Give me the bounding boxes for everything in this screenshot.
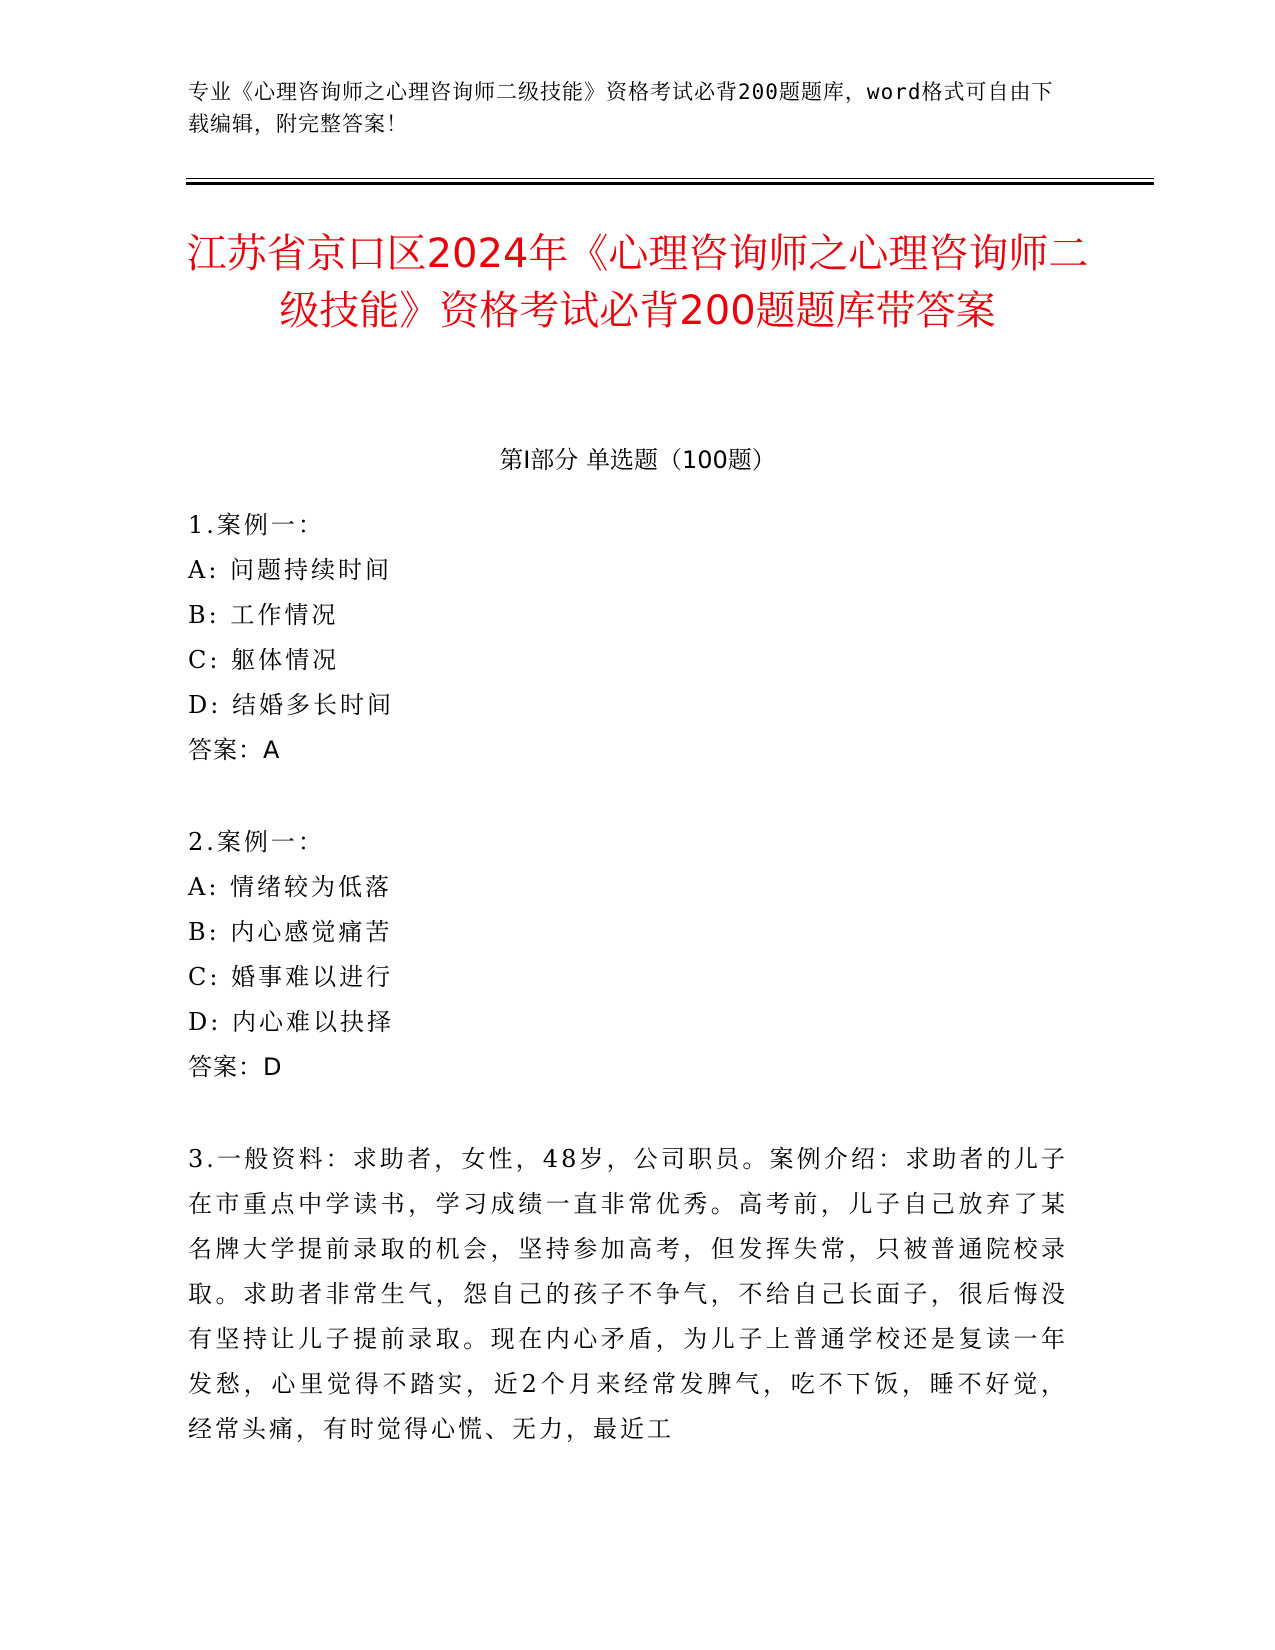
question-2 — [188, 820, 1068, 1090]
document-title: 江苏省京口区2024年《心理咨询师之心理咨询师二级技能》资格考试必背200题题库带答案 — [186, 231, 1089, 334]
option-b: B: 工作情况 — [188, 601, 339, 629]
question-1 — [188, 503, 1068, 773]
question-stem: 2.案例一： — [188, 828, 325, 856]
question-stem: 3.一般资料：求助者，女性，48岁，公司职员。案例介绍：求助者的儿子在市重点中学读书，学习成绩一直非常优秀。高考前，儿子自己放弃了某名牌大学提前录取的机会，坚持参加高考，但发挥失常，只被普通院校录取。求助者非常生气，怨自己的孩子不争气，不给自己长面子，很后悔没有坚持让儿子提前录取。现在内心矛盾，为儿子上普通学校还是复读一年发愁，心里觉得不踏实，近2个月来经常发脾气，吃不下饭，睡不好觉，经常头痛，有时觉得心慌、无力，最近工 — [188, 1145, 1068, 1443]
option-b: B: 内心感觉痛苦 — [188, 918, 393, 946]
question-stem: 1.案例一： — [188, 511, 325, 539]
option-a: A: 情绪较为低落 — [188, 873, 393, 901]
option-d: D: 结婚多长时间 — [188, 691, 394, 719]
answer-line: 答案：D — [188, 1053, 283, 1081]
option-c: C: 躯体情况 — [188, 646, 340, 674]
header-note: 专业《心理咨询师之心理咨询师二级技能》资格考试必背200题题库，word格式可自由下载编辑，附完整答案！ — [188, 80, 1054, 136]
option-c: C: 婚事难以进行 — [188, 963, 394, 991]
option-d: D: 内心难以抉择 — [188, 1008, 394, 1036]
question-3 — [188, 1137, 1068, 1452]
header-divider-thick — [186, 182, 1154, 185]
header-divider-thin — [186, 178, 1154, 179]
section-heading: 第Ⅰ部分 单选题（100题） — [499, 446, 776, 474]
option-a: A: 问题持续时间 — [188, 556, 393, 584]
answer-line: 答案：A — [188, 736, 281, 764]
